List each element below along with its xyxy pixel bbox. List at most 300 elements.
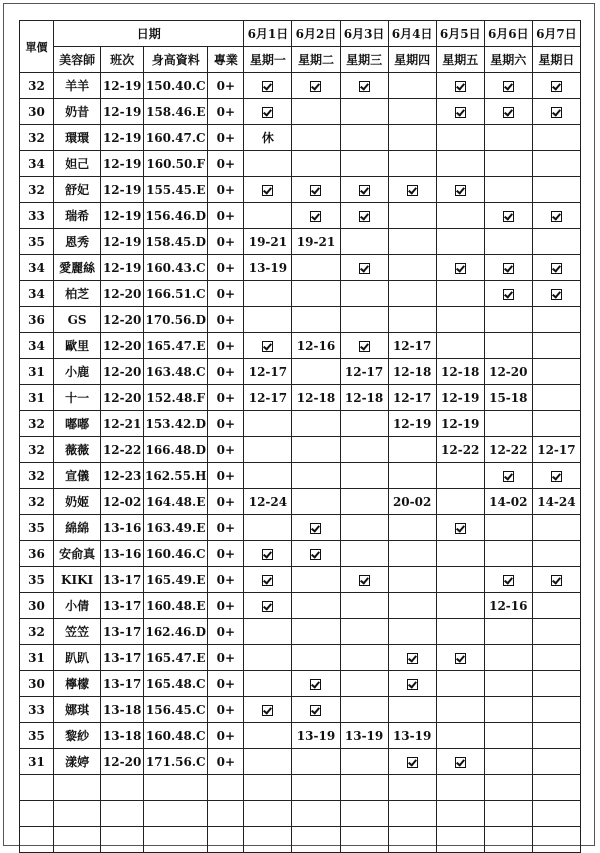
cell-specialty: 0+ [208, 567, 244, 593]
cell-day-shift [436, 489, 484, 515]
checkbox-checked-icon [503, 471, 514, 482]
check-cell [292, 177, 340, 203]
check-cell [244, 567, 292, 593]
cell-day-shift [292, 567, 340, 593]
schedule-table [19, 20, 581, 853]
cell-day-shift [532, 749, 580, 775]
cell-class: 13-18 [101, 697, 144, 723]
header-day-date: 6月1日 [244, 21, 292, 47]
cell-day-shift: 12-19 [436, 411, 484, 437]
cell-height [144, 775, 208, 801]
cell-day-shift [484, 177, 532, 203]
header-weekday: 星期二 [292, 47, 340, 73]
cell-teacher-name [54, 827, 101, 853]
header-day-date: 6月7日 [532, 21, 580, 47]
cell-class: 12-23 [101, 463, 144, 489]
cell-height: 165.49.E [144, 567, 208, 593]
cell-day-shift [436, 281, 484, 307]
cell-day-shift [532, 359, 580, 385]
cell-debt: 30 [20, 671, 54, 697]
cell-height: 160.47.C [144, 125, 208, 151]
cell-day-shift [244, 801, 292, 827]
cell-class: 13-17 [101, 567, 144, 593]
check-cell [292, 73, 340, 99]
cell-height: 165.47.E [144, 645, 208, 671]
checkbox-checked-icon [503, 211, 514, 222]
cell-day-shift [532, 333, 580, 359]
cell-class: 12-19 [101, 203, 144, 229]
cell-height: 152.48.F [144, 385, 208, 411]
cell-day-shift [436, 775, 484, 801]
check-cell [244, 73, 292, 99]
header-debt: 單價 [20, 21, 54, 73]
cell-day-shift [388, 515, 436, 541]
cell-day-shift: 12-24 [244, 489, 292, 515]
check-cell [484, 203, 532, 229]
checkbox-checked-icon [455, 107, 466, 118]
cell-day-shift [292, 827, 340, 853]
cell-debt: 32 [20, 73, 54, 99]
cell-class [101, 801, 144, 827]
check-cell [532, 99, 580, 125]
cell-day-shift [484, 697, 532, 723]
check-cell [436, 177, 484, 203]
cell-teacher-name: 奶姬 [54, 489, 101, 515]
cell-height: 163.48.C [144, 359, 208, 385]
cell-debt: 33 [20, 203, 54, 229]
cell-height: 158.46.E [144, 99, 208, 125]
cell-debt: 31 [20, 645, 54, 671]
cell-day-shift [340, 151, 388, 177]
table-row [20, 177, 581, 203]
checkbox-checked-icon [359, 575, 370, 586]
check-cell [244, 333, 292, 359]
cell-teacher-name: 羊羊 [54, 73, 101, 99]
cell-height [144, 827, 208, 853]
header-teacher: 美容師 [54, 47, 101, 73]
cell-day-shift [292, 151, 340, 177]
cell-day-shift: 休 [244, 125, 292, 151]
cell-class: 12-20 [101, 307, 144, 333]
cell-height: 160.48.C [144, 723, 208, 749]
table-row [20, 463, 581, 489]
check-cell [388, 749, 436, 775]
cell-day-shift [436, 827, 484, 853]
cell-day-shift: 13-19 [292, 723, 340, 749]
cell-teacher-name: 趴趴 [54, 645, 101, 671]
table-row [20, 229, 581, 255]
cell-day-shift [436, 697, 484, 723]
checkbox-checked-icon [455, 185, 466, 196]
cell-day-shift [484, 541, 532, 567]
check-cell [388, 177, 436, 203]
cell-specialty: 0+ [208, 697, 244, 723]
cell-day-shift [436, 463, 484, 489]
cell-day-shift [484, 749, 532, 775]
cell-day-shift [532, 801, 580, 827]
cell-debt: 30 [20, 99, 54, 125]
cell-day-shift [292, 437, 340, 463]
cell-day-shift [292, 125, 340, 151]
cell-class: 12-20 [101, 749, 144, 775]
cell-teacher-name: 薇薇 [54, 437, 101, 463]
cell-day-shift [484, 775, 532, 801]
checkbox-checked-icon [551, 107, 562, 118]
cell-teacher-name: GS [54, 307, 101, 333]
checkbox-checked-icon [407, 757, 418, 768]
cell-day-shift [484, 515, 532, 541]
cell-day-shift: 12-19 [388, 411, 436, 437]
cell-day-shift [292, 645, 340, 671]
table-row [20, 307, 581, 333]
cell-specialty [208, 775, 244, 801]
checkbox-checked-icon [551, 289, 562, 300]
table-row [20, 619, 581, 645]
cell-teacher-name: 瑞希 [54, 203, 101, 229]
cell-day-shift [340, 437, 388, 463]
checkbox-checked-icon [310, 705, 321, 716]
header-day-date: 6月4日 [388, 21, 436, 47]
cell-day-shift [388, 307, 436, 333]
table-row [20, 99, 581, 125]
cell-specialty: 0+ [208, 229, 244, 255]
checkbox-checked-icon [310, 549, 321, 560]
cell-class: 12-20 [101, 359, 144, 385]
check-cell [484, 567, 532, 593]
table-row [20, 255, 581, 281]
table-row [20, 801, 581, 827]
cell-day-shift [244, 619, 292, 645]
cell-day-shift: 12-18 [388, 359, 436, 385]
check-cell [244, 541, 292, 567]
cell-day-shift [388, 203, 436, 229]
cell-day-shift [340, 515, 388, 541]
cell-teacher-name: 恩秀 [54, 229, 101, 255]
cell-day-shift [484, 619, 532, 645]
cell-day-shift [244, 411, 292, 437]
cell-teacher-name: 柏芝 [54, 281, 101, 307]
cell-day-shift [340, 697, 388, 723]
cell-day-shift [484, 307, 532, 333]
cell-day-shift [292, 281, 340, 307]
cell-height: 160.46.C [144, 541, 208, 567]
cell-class: 13-17 [101, 593, 144, 619]
cell-height: 160.48.E [144, 593, 208, 619]
cell-teacher-name: KIKI [54, 567, 101, 593]
check-cell [340, 255, 388, 281]
cell-height: 156.45.C [144, 697, 208, 723]
table-row [20, 775, 581, 801]
cell-specialty: 0+ [208, 411, 244, 437]
header-weekday: 星期一 [244, 47, 292, 73]
check-cell [484, 73, 532, 99]
cell-day-shift [388, 73, 436, 99]
cell-day-shift [388, 125, 436, 151]
cell-day-shift [484, 151, 532, 177]
cell-day-shift [340, 463, 388, 489]
check-cell [436, 515, 484, 541]
checkbox-checked-icon [551, 575, 562, 586]
cell-debt: 32 [20, 177, 54, 203]
checkbox-checked-icon [262, 185, 273, 196]
header-weekday: 星期三 [340, 47, 388, 73]
cell-teacher-name: 愛麗絲 [54, 255, 101, 281]
cell-day-shift [484, 229, 532, 255]
cell-height: 166.48.D [144, 437, 208, 463]
checkbox-checked-icon [310, 523, 321, 534]
cell-day-shift [436, 619, 484, 645]
cell-day-shift: 12-22 [436, 437, 484, 463]
cell-day-shift [292, 99, 340, 125]
cell-day-shift [340, 645, 388, 671]
checkbox-checked-icon [503, 289, 514, 300]
cell-height: 163.49.E [144, 515, 208, 541]
cell-day-shift [436, 723, 484, 749]
check-cell [340, 177, 388, 203]
cell-specialty: 0+ [208, 437, 244, 463]
checkbox-checked-icon [262, 549, 273, 560]
header-date: 日期 [54, 21, 244, 47]
check-cell [292, 515, 340, 541]
checkbox-checked-icon [262, 601, 273, 612]
cell-day-shift [436, 333, 484, 359]
cell-day-shift [340, 671, 388, 697]
cell-debt: 36 [20, 307, 54, 333]
cell-debt: 32 [20, 411, 54, 437]
cell-day-shift [484, 645, 532, 671]
cell-debt: 31 [20, 749, 54, 775]
cell-day-shift [388, 463, 436, 489]
cell-specialty: 0+ [208, 385, 244, 411]
cell-day-shift [532, 307, 580, 333]
cell-day-shift [340, 125, 388, 151]
check-cell [292, 697, 340, 723]
cell-day-shift [388, 151, 436, 177]
cell-day-shift [436, 125, 484, 151]
cell-day-shift [244, 723, 292, 749]
table-row [20, 281, 581, 307]
checkbox-checked-icon [310, 211, 321, 222]
cell-teacher-name: 黎紗 [54, 723, 101, 749]
header-specialty: 專業 [208, 47, 244, 73]
table-row [20, 567, 581, 593]
table-row [20, 437, 581, 463]
cell-day-shift [340, 619, 388, 645]
cell-day-shift [292, 255, 340, 281]
cell-class: 12-20 [101, 385, 144, 411]
cell-teacher-name: 小倩 [54, 593, 101, 619]
cell-day-shift [340, 489, 388, 515]
cell-height: 160.50.F [144, 151, 208, 177]
cell-debt: 34 [20, 333, 54, 359]
cell-day-shift [484, 671, 532, 697]
header-day-date: 6月6日 [484, 21, 532, 47]
cell-specialty: 0+ [208, 723, 244, 749]
cell-day-shift: 12-18 [436, 359, 484, 385]
checkbox-checked-icon [359, 341, 370, 352]
cell-teacher-name: 十一 [54, 385, 101, 411]
cell-debt: 32 [20, 489, 54, 515]
check-cell [292, 671, 340, 697]
checkbox-checked-icon [407, 185, 418, 196]
cell-specialty: 0+ [208, 463, 244, 489]
table-row [20, 515, 581, 541]
cell-teacher-name: 妲己 [54, 151, 101, 177]
cell-day-shift [244, 281, 292, 307]
checkbox-checked-icon [503, 107, 514, 118]
checkbox-checked-icon [310, 81, 321, 92]
cell-day-shift [436, 307, 484, 333]
cell-debt: 36 [20, 541, 54, 567]
cell-class: 13-16 [101, 541, 144, 567]
cell-day-shift: 19-21 [292, 229, 340, 255]
cell-day-shift [436, 203, 484, 229]
cell-debt: 32 [20, 619, 54, 645]
cell-day-shift [340, 99, 388, 125]
cell-day-shift [340, 541, 388, 567]
cell-specialty: 0+ [208, 73, 244, 99]
cell-day-shift [388, 281, 436, 307]
check-cell [340, 203, 388, 229]
cell-day-shift [340, 801, 388, 827]
cell-day-shift: 13-19 [244, 255, 292, 281]
check-cell [340, 567, 388, 593]
cell-debt: 32 [20, 437, 54, 463]
checkbox-checked-icon [503, 575, 514, 586]
cell-specialty: 0+ [208, 203, 244, 229]
table-row [20, 203, 581, 229]
cell-specialty: 0+ [208, 489, 244, 515]
cell-day-shift [532, 697, 580, 723]
cell-class: 13-18 [101, 723, 144, 749]
cell-height: 156.46.D [144, 203, 208, 229]
checkbox-checked-icon [310, 185, 321, 196]
cell-day-shift [340, 229, 388, 255]
cell-day-shift [532, 385, 580, 411]
cell-specialty: 0+ [208, 645, 244, 671]
checkbox-checked-icon [262, 107, 273, 118]
checkbox-checked-icon [359, 81, 370, 92]
cell-day-shift [388, 827, 436, 853]
cell-specialty: 0+ [208, 593, 244, 619]
check-cell [436, 645, 484, 671]
cell-day-shift [244, 645, 292, 671]
cell-debt: 34 [20, 151, 54, 177]
cell-day-shift [244, 463, 292, 489]
cell-day-shift [532, 775, 580, 801]
cell-day-shift [436, 229, 484, 255]
cell-day-shift [244, 307, 292, 333]
check-cell [292, 541, 340, 567]
table-row [20, 827, 581, 853]
cell-day-shift [436, 671, 484, 697]
cell-day-shift: 12-18 [292, 385, 340, 411]
cell-specialty: 0+ [208, 125, 244, 151]
checkbox-checked-icon [551, 81, 562, 92]
table-row [20, 125, 581, 151]
table-row [20, 73, 581, 99]
cell-debt: 35 [20, 515, 54, 541]
cell-day-shift [484, 411, 532, 437]
checkbox-checked-icon [262, 81, 273, 92]
cell-class: 12-19 [101, 151, 144, 177]
header-day-date: 6月5日 [436, 21, 484, 47]
cell-specialty: 0+ [208, 541, 244, 567]
cell-day-shift [532, 229, 580, 255]
cell-day-shift [388, 619, 436, 645]
cell-debt: 31 [20, 359, 54, 385]
check-cell [484, 463, 532, 489]
cell-day-shift [340, 775, 388, 801]
cell-teacher-name: 嘟嘟 [54, 411, 101, 437]
cell-height: 164.48.E [144, 489, 208, 515]
cell-day-shift [292, 619, 340, 645]
checkbox-checked-icon [503, 263, 514, 274]
cell-debt: 35 [20, 567, 54, 593]
cell-class: 12-20 [101, 281, 144, 307]
cell-day-shift: 12-17 [388, 385, 436, 411]
cell-day-shift: 12-16 [292, 333, 340, 359]
table-row [20, 151, 581, 177]
table-row [20, 333, 581, 359]
check-cell [388, 645, 436, 671]
header-day-date: 6月3日 [340, 21, 388, 47]
cell-day-shift [388, 229, 436, 255]
cell-specialty: 0+ [208, 151, 244, 177]
cell-class: 12-20 [101, 333, 144, 359]
cell-day-shift [532, 125, 580, 151]
cell-day-shift [292, 359, 340, 385]
cell-day-shift [340, 281, 388, 307]
check-cell [484, 255, 532, 281]
check-cell [532, 203, 580, 229]
checkbox-checked-icon [455, 263, 466, 274]
checkbox-checked-icon [262, 575, 273, 586]
cell-height: 150.40.C [144, 73, 208, 99]
check-cell [532, 73, 580, 99]
check-cell [244, 697, 292, 723]
cell-teacher-name: 娜琪 [54, 697, 101, 723]
cell-teacher-name: 小鹿 [54, 359, 101, 385]
cell-debt: 33 [20, 697, 54, 723]
cell-debt: 35 [20, 229, 54, 255]
cell-debt: 35 [20, 723, 54, 749]
cell-class: 12-21 [101, 411, 144, 437]
cell-day-shift [244, 671, 292, 697]
table-row [20, 749, 581, 775]
cell-day-shift: 12-17 [244, 385, 292, 411]
cell-specialty [208, 801, 244, 827]
cell-day-shift [388, 437, 436, 463]
checkbox-checked-icon [262, 705, 273, 716]
checkbox-checked-icon [262, 341, 273, 352]
cell-day-shift [532, 619, 580, 645]
cell-day-shift: 12-22 [484, 437, 532, 463]
cell-teacher-name: 宣儀 [54, 463, 101, 489]
cell-day-shift: 14-02 [484, 489, 532, 515]
header-class: 班次 [101, 47, 144, 73]
cell-class: 12-19 [101, 177, 144, 203]
cell-specialty [208, 827, 244, 853]
check-cell [436, 749, 484, 775]
cell-day-shift: 20-02 [388, 489, 436, 515]
cell-class [101, 827, 144, 853]
cell-height: 165.48.C [144, 671, 208, 697]
cell-day-shift [532, 671, 580, 697]
header-weekday: 星期五 [436, 47, 484, 73]
cell-height [144, 801, 208, 827]
cell-debt: 31 [20, 385, 54, 411]
